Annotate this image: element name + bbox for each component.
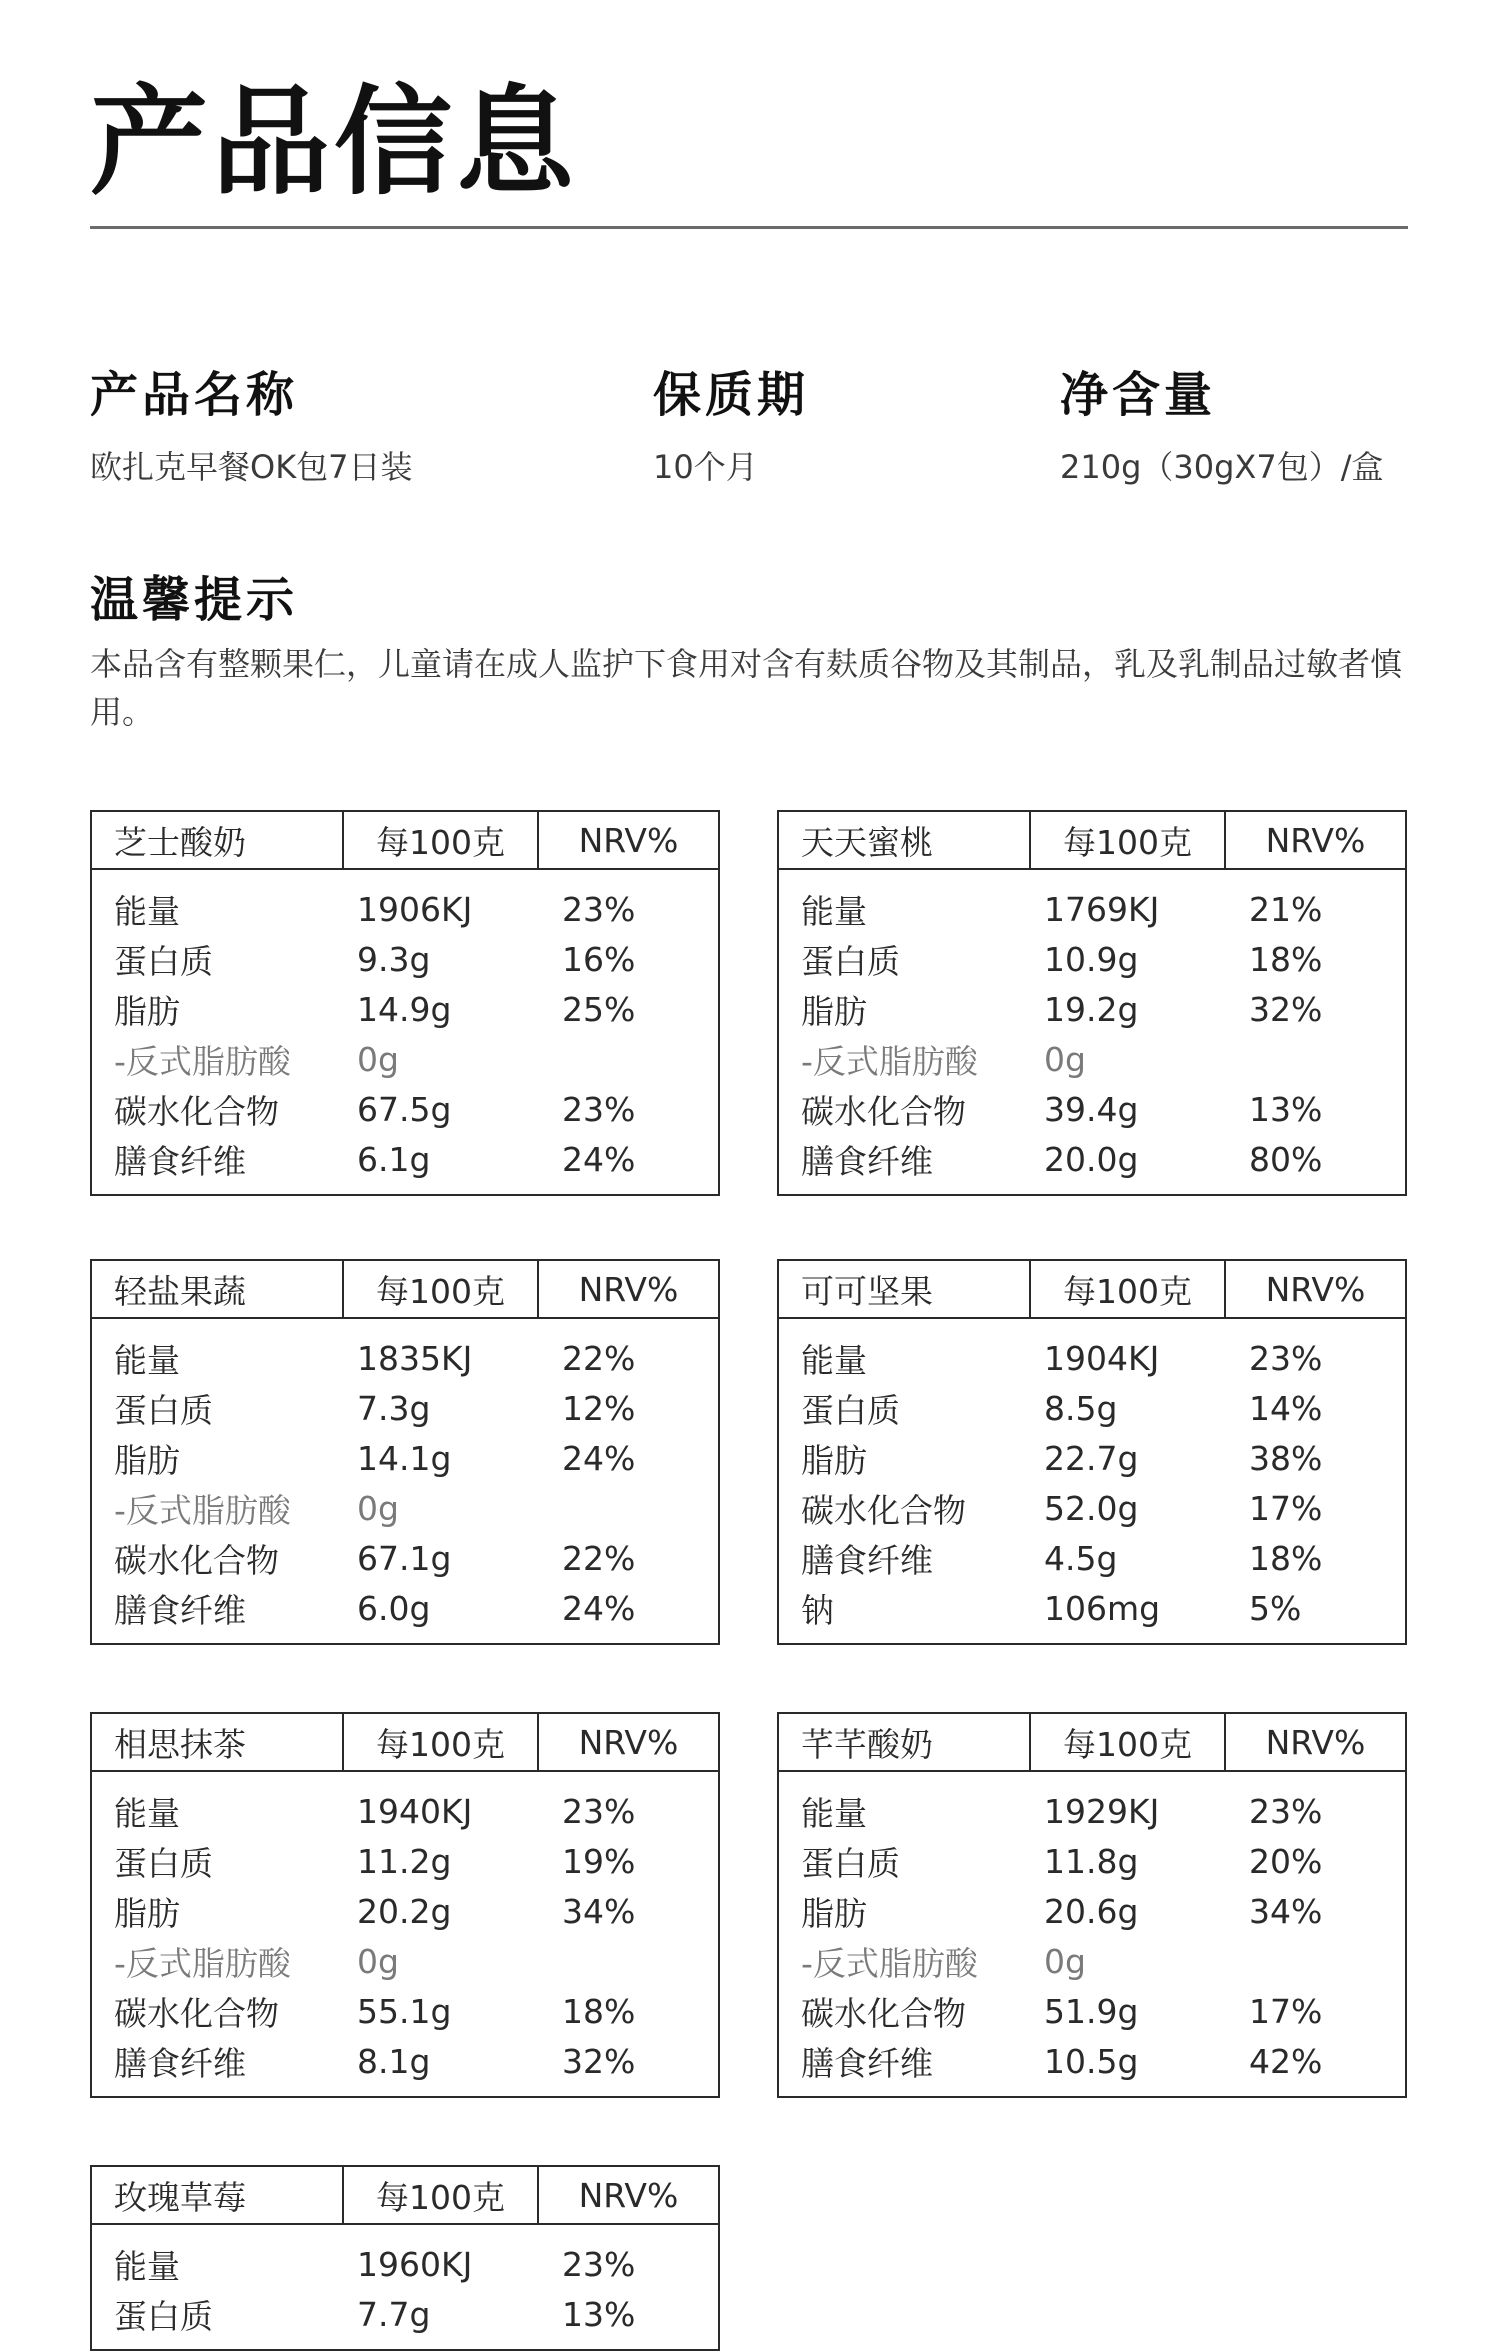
nutrient-row <box>92 1383 718 1433</box>
nutrient-row <box>92 934 718 984</box>
flavor-name: 可可坚果 <box>801 1271 933 1311</box>
nutrient-row <box>92 1936 718 1986</box>
nutrient-value: 1929KJ <box>1044 1791 1160 1831</box>
nutrient-name: 钠 <box>801 1590 834 1630</box>
nrv-header: NRV% <box>1224 812 1405 868</box>
nutrient-name: 蛋白质 <box>114 941 213 981</box>
nutrient-name: 脂肪 <box>114 991 180 1031</box>
net-weight-value: 210g（30gX7包）/盒 <box>1060 448 1384 486</box>
nutrient-name: 蛋白质 <box>801 941 900 981</box>
nutrient-value: 51.9g <box>1044 1991 1139 2031</box>
info-net-weight <box>1060 365 1384 487</box>
nutrient-row <box>92 1483 718 1533</box>
nutrient-nrv: 32% <box>562 2041 636 2081</box>
nutrient-name: 膳食纤维 <box>114 2043 246 2083</box>
nutrient-row <box>92 1333 718 1383</box>
nutrient-name: 能量 <box>801 891 867 931</box>
per-100g-header: 每100克 <box>342 1714 537 1770</box>
nutrient-row <box>92 1836 718 1886</box>
nutrient-nrv: 22% <box>562 1338 636 1378</box>
nutrient-name: 能量 <box>114 1793 180 1833</box>
nutrient-value: 19.2g <box>1044 989 1139 1029</box>
nrv-header: NRV% <box>537 1714 718 1770</box>
nutrient-name: 碳水化合物 <box>801 1490 966 1530</box>
nutrient-value: 1960KJ <box>357 2244 473 2284</box>
nutrient-nrv: 34% <box>1249 1891 1323 1931</box>
info-product-name <box>90 365 413 487</box>
nutrient-nrv: 5% <box>1249 1588 1302 1628</box>
nutrient-name: 蛋白质 <box>801 1843 900 1883</box>
nutrient-nrv: 18% <box>1249 939 1323 979</box>
nutrient-name: -反式脂肪酸 <box>801 1041 978 1081</box>
nutrient-value: 52.0g <box>1044 1488 1139 1528</box>
nrv-header: NRV% <box>537 1261 718 1317</box>
nutrient-value: 8.5g <box>1044 1388 1118 1428</box>
nutrient-name: 脂肪 <box>801 1893 867 1933</box>
nutrient-name: 碳水化合物 <box>801 1993 966 2033</box>
nutrition-table-body <box>92 870 718 1194</box>
nutrition-table-header <box>779 1261 1405 1319</box>
nutrient-value: 7.3g <box>357 1388 431 1428</box>
nutrient-row <box>779 1583 1405 1633</box>
nutrient-value: 0g <box>357 1941 399 1981</box>
nutrient-value: 10.9g <box>1044 939 1139 979</box>
nutrient-nrv: 23% <box>562 1089 636 1129</box>
nutrient-value: 11.8g <box>1044 1841 1139 1881</box>
nutrient-row <box>92 884 718 934</box>
nutrient-value: 11.2g <box>357 1841 452 1881</box>
per-100g-header: 每100克 <box>1029 1714 1224 1770</box>
nutrient-name: 能量 <box>114 891 180 931</box>
nutrient-value: 20.0g <box>1044 1139 1139 1179</box>
nutrient-value: 7.7g <box>357 2294 431 2334</box>
nutrition-table <box>777 1712 1407 2098</box>
nutrient-name: 蛋白质 <box>114 2296 213 2336</box>
nutrient-nrv: 16% <box>562 939 636 979</box>
nutrient-value: 0g <box>1044 1941 1086 1981</box>
nutrient-nrv: 23% <box>1249 1338 1323 1378</box>
nutrition-table <box>90 1712 720 2098</box>
nutrient-nrv: 38% <box>1249 1438 1323 1478</box>
per-100g-header: 每100克 <box>342 2167 537 2223</box>
nutrient-name: 脂肪 <box>114 1893 180 1933</box>
nutrient-name: 碳水化合物 <box>114 1993 279 2033</box>
title-divider <box>90 226 1408 229</box>
nutrient-name: -反式脂肪酸 <box>114 1943 291 1983</box>
nutrient-row <box>779 1084 1405 1134</box>
nutrient-value: 9.3g <box>357 939 431 979</box>
nutrient-value: 4.5g <box>1044 1538 1118 1578</box>
per-100g-header: 每100克 <box>342 1261 537 1317</box>
nutrient-name: 蛋白质 <box>801 1390 900 1430</box>
nutrient-value: 1904KJ <box>1044 1338 1160 1378</box>
nutrient-name: 膳食纤维 <box>114 1590 246 1630</box>
nutrition-table-header <box>92 812 718 870</box>
per-100g-header: 每100克 <box>342 812 537 868</box>
nutrition-table-header <box>779 812 1405 870</box>
nutrient-row <box>779 1786 1405 1836</box>
nutrient-name: 能量 <box>114 2246 180 2286</box>
product-name-label: 产品名称 <box>90 367 299 423</box>
nutrient-nrv: 23% <box>1249 1791 1323 1831</box>
nutrient-row <box>779 1936 1405 1986</box>
nutrition-table-body <box>779 1772 1405 2096</box>
nutrient-row <box>92 1433 718 1483</box>
nutrient-row <box>779 1483 1405 1533</box>
nutrient-value: 10.5g <box>1044 2041 1139 2081</box>
nrv-header: NRV% <box>1224 1714 1405 1770</box>
shelf-life-label: 保质期 <box>653 367 810 423</box>
per-100g-header: 每100克 <box>1029 812 1224 868</box>
nutrient-value: 0g <box>357 1488 399 1528</box>
nutrient-name: 脂肪 <box>114 1440 180 1480</box>
nutrient-row <box>779 1533 1405 1583</box>
nutrient-value: 106mg <box>1044 1588 1161 1628</box>
nutrition-table <box>90 810 720 1196</box>
nutrient-name: 膳食纤维 <box>801 2043 933 2083</box>
nutrient-nrv: 23% <box>562 889 636 929</box>
net-weight-label: 净含量 <box>1060 367 1217 423</box>
nutrition-table <box>777 1259 1407 1645</box>
nutrient-name: 碳水化合物 <box>114 1540 279 1580</box>
flavor-name: 玫瑰草莓 <box>114 2177 246 2217</box>
nutrient-value: 0g <box>357 1039 399 1079</box>
nutrient-nrv: 25% <box>562 989 636 1029</box>
nutrient-value: 22.7g <box>1044 1438 1139 1478</box>
nutrient-value: 8.1g <box>357 2041 431 2081</box>
nutrient-row <box>779 1433 1405 1483</box>
nutrient-nrv: 17% <box>1249 1488 1323 1528</box>
nutrition-table-body <box>779 870 1405 1194</box>
nutrition-table-header <box>92 2167 718 2225</box>
per-100g-header: 每100克 <box>1029 1261 1224 1317</box>
nutrient-nrv: 14% <box>1249 1388 1323 1428</box>
nutrient-value: 14.9g <box>357 989 452 1029</box>
nutrient-row <box>779 1034 1405 1084</box>
nutrient-value: 14.1g <box>357 1438 452 1478</box>
nutrient-nrv: 18% <box>1249 1538 1323 1578</box>
nutrient-value: 20.6g <box>1044 1891 1139 1931</box>
nutrient-nrv: 23% <box>562 1791 636 1831</box>
nutrient-row <box>779 884 1405 934</box>
nutrient-value: 6.1g <box>357 1139 431 1179</box>
nutrient-row <box>92 984 718 1034</box>
nutrient-nrv: 21% <box>1249 889 1323 929</box>
nutrient-name: -反式脂肪酸 <box>801 1943 978 1983</box>
nutrient-nrv: 23% <box>562 2244 636 2284</box>
page-title: 产品信息 <box>90 73 579 211</box>
nutrient-row <box>92 1533 718 1583</box>
nutrient-row <box>92 2036 718 2086</box>
flavor-name: 芊芊酸奶 <box>801 1724 933 1764</box>
nutrient-value: 20.2g <box>357 1891 452 1931</box>
tips-text: 本品含有整颗果仁，儿童请在成人监护下食用对含有麸质谷物及其制品，乳及乳制品过敏者慎用。 <box>90 645 1403 731</box>
nrv-header: NRV% <box>537 812 718 868</box>
nutrition-table <box>777 810 1407 1196</box>
nutrient-name: 碳水化合物 <box>114 1091 279 1131</box>
flavor-name: 相思抹茶 <box>114 1724 246 1764</box>
nutrient-row <box>779 1383 1405 1433</box>
nutrient-row <box>779 934 1405 984</box>
nutrient-row <box>92 1583 718 1633</box>
nutrient-nrv: 34% <box>562 1891 636 1931</box>
nutrition-table-header <box>92 1261 718 1319</box>
nutrition-table-header <box>92 1714 718 1772</box>
nutrition-table-body <box>92 1772 718 2096</box>
nutrition-table-header <box>779 1714 1405 1772</box>
nutrient-value: 1835KJ <box>357 1338 473 1378</box>
nutrient-name: 脂肪 <box>801 1440 867 1480</box>
nutrient-nrv: 24% <box>562 1438 636 1478</box>
nutrient-name: 能量 <box>801 1793 867 1833</box>
nutrient-name: 蛋白质 <box>114 1843 213 1883</box>
nutrient-name: -反式脂肪酸 <box>114 1490 291 1530</box>
flavor-name: 天天蜜桃 <box>801 822 933 862</box>
nutrition-table-body <box>779 1319 1405 1643</box>
nutrient-row <box>92 1886 718 1936</box>
nutrient-row <box>779 984 1405 1034</box>
nrv-header: NRV% <box>1224 1261 1405 1317</box>
nutrient-row <box>92 2289 718 2339</box>
nutrition-table <box>90 2165 720 2351</box>
nutrient-value: 67.1g <box>357 1538 452 1578</box>
nutrient-name: 脂肪 <box>801 991 867 1031</box>
nutrient-name: 膳食纤维 <box>114 1141 246 1181</box>
nutrition-table <box>90 1259 720 1645</box>
nutrient-row <box>779 1134 1405 1184</box>
tips-title: 温馨提示 <box>90 572 299 628</box>
nutrient-row <box>92 1786 718 1836</box>
nutrition-table-body <box>92 1319 718 1643</box>
nutrient-value: 6.0g <box>357 1588 431 1628</box>
nutrient-row <box>92 1084 718 1134</box>
nutrient-value: 0g <box>1044 1039 1086 1079</box>
nutrient-row <box>779 1333 1405 1383</box>
nutrient-nrv: 13% <box>1249 1089 1323 1129</box>
flavor-name: 轻盐果蔬 <box>114 1271 246 1311</box>
nutrient-nrv: 18% <box>562 1991 636 2031</box>
nutrient-name: 碳水化合物 <box>801 1091 966 1131</box>
nutrient-row <box>92 1986 718 2036</box>
nutrient-nrv: 12% <box>562 1388 636 1428</box>
nutrient-value: 1769KJ <box>1044 889 1160 929</box>
nutrient-value: 1940KJ <box>357 1791 473 1831</box>
nutrient-value: 55.1g <box>357 1991 452 2031</box>
nutrient-nrv: 42% <box>1249 2041 1323 2081</box>
nutrient-nrv: 24% <box>562 1588 636 1628</box>
nutrient-row <box>779 1886 1405 1936</box>
nutrition-table-body <box>92 2225 718 2349</box>
nutrient-row <box>92 1134 718 1184</box>
nutrient-row <box>92 2239 718 2289</box>
nrv-header: NRV% <box>537 2167 718 2223</box>
nutrient-value: 67.5g <box>357 1089 452 1129</box>
nutrient-nrv: 24% <box>562 1139 636 1179</box>
nutrient-nrv: 19% <box>562 1841 636 1881</box>
nutrient-nrv: 13% <box>562 2294 636 2334</box>
nutrient-row <box>779 2036 1405 2086</box>
info-shelf-life <box>653 365 809 487</box>
nutrient-value: 39.4g <box>1044 1089 1139 1129</box>
nutrient-name: 能量 <box>114 1340 180 1380</box>
nutrient-name: 蛋白质 <box>114 1390 213 1430</box>
nutrient-nrv: 80% <box>1249 1139 1323 1179</box>
nutrient-name: 膳食纤维 <box>801 1540 933 1580</box>
nutrient-nrv: 22% <box>562 1538 636 1578</box>
flavor-name: 芝士酸奶 <box>114 822 246 862</box>
nutrient-name: 膳食纤维 <box>801 1141 933 1181</box>
nutrient-name: 能量 <box>801 1340 867 1380</box>
nutrient-row <box>779 1986 1405 2036</box>
shelf-life-value: 10个月 <box>653 448 758 486</box>
nutrient-row <box>779 1836 1405 1886</box>
nutrient-row <box>92 1034 718 1084</box>
nutrient-nrv: 17% <box>1249 1991 1323 2031</box>
product-name-value: 欧扎克早餐OK包7日装 <box>90 448 413 486</box>
nutrient-value: 1906KJ <box>357 889 473 929</box>
nutrient-name: -反式脂肪酸 <box>114 1041 291 1081</box>
nutrient-nrv: 32% <box>1249 989 1323 1029</box>
nutrient-nrv: 20% <box>1249 1841 1323 1881</box>
